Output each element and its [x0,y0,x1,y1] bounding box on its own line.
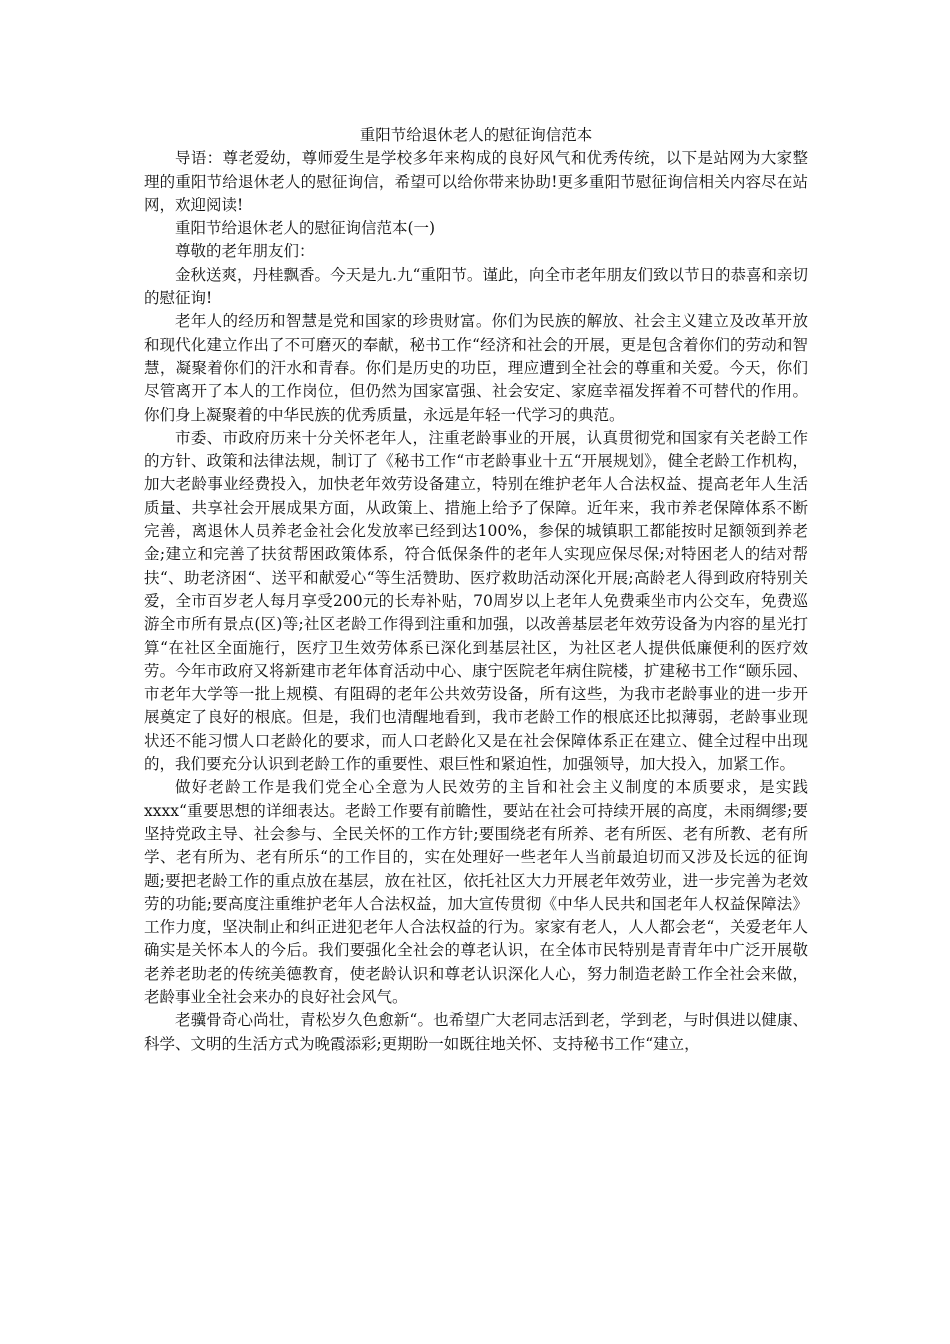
body-paragraph: 金秋送爽，丹桂飘香。今天是九.九“重阳节。谨此，向全市老年朋友们致以节日的恭喜和亲切的慰征询! [144,265,808,308]
document-title: 重阳节给退休老人的慰征询信范本 [359,126,593,144]
body-paragraph: 市委、市政府历来十分关怀老年人，注重老龄事业的开展，认真贯彻党和国家有关老龄工作的方针、政策和法律法规，制订了《秘书工作“市老龄事业十五“开展规划》，健全老龄工作机构，加大老龄事业经费投入，加快老年效劳设备建立，特别在维护老年人合法权益、提高老年人生活质量、共享社会开展成果方面，从政策上、措施上给予了保障。近年来，我市养老保障体系不断完善，离退休人员养老金社会化发放率已经到达100%，参保的城镇职工都能按时足额领到养老金;建立和完善了扶贫帮困政策体系，符合低保条件的老年人实现应保尽保;对特困老人的结对帮扶“、助老济困“、送平和献爱心“等生活赞助、医疗救助活动深化开展;高龄老人得到政府特别关爱，全市百岁老人每月享受200元的长寿补贴，70周岁以上老年人免费乘坐市内公交车，免费巡游全市所有景点(区)等;社区老龄工作得到注重和加强，以改善基层老年效劳设备为内容的星光打算“在社区全面施行，医疗卫生效劳体系已深化到基层社区，为社区老人提供低廉便利的医疗效劳。今年市政府又将新建市老年体育活动中心、康宁医院老年病住院楼，扩建秘书工作“颐乐园、市老年大学等一批上规模、有阻碍的老年公共效劳设备，所有这些，为我市老龄事业的进一步开展奠定了良好的根底。但是，我们也清醒地看到，我市老龄工作的根底还比拟薄弱，老龄事业现状还不能习惯人口老龄化的要求，而人口老龄化又是在社会保障体系正在建立、健全过程中出现的，我们要充分认识到老龄工作的重要性、艰巨性和紧迫性，加强领导，加大投入，加紧工作。 [144,428,808,774]
salutation: 尊敬的老年朋友们： [175,242,315,261]
body-paragraph: 老年人的经历和智慧是党和国家的珍贵财富。你们为民族的解放、社会主义建立及改革开放和现代化建立作出了不可磨灭的奉献，秘书工作“经济和社会的开展，更是包含着你们的劳动和智慧，凝聚着你们的汗水和青春。你们是历史的功臣，理应遭到全社会的尊重和关爱。今天，你们尽管离开了本人的工作岗位，但仍然为国家富强、社会安定、家庭幸福发挥着不可替代的作用。你们身上凝聚着的中华民族的优秀质量，永远是年轻一代学习的典范。 [144,312,808,424]
body-paragraph: 做好老龄工作是我们党全心全意为人民效劳的主旨和社会主义制度的本质要求，是实践xxxx“重要思想的详细表达。老龄工作要有前瞻性，要站在社会可持续开展的高度，未雨绸缪;要坚持党政主导、社会参与、全民关怀的工作方针;要围绕老有所养、老有所医、老有所教、老有所学、老有所为、老有所乐“的工作目的，实在处理好一些老年人当前最迫切而又涉及长远的征询题;要把老龄工作的重点放在基层，放在社区，依托社区大力开展老年效劳业，进一步完善为老效劳的功能;要高度注重维护老年人合法权益，加大宣传贯彻《中华人民共和国老年人权益保障法》工作力度，坚决制止和纠正进犯老年人合法权益的行为。家家有老人，人人都会老“，关爱老年人确实是关怀本人的今后。我们要强化全社会的尊老认识，在全体市民特别是青青年中广泛开展敬老养老助老的传统美德教育，使老龄认识和尊老认识深化人心，努力制造老龄工作全社会来做，老龄事业全社会来办的良好社会风气。 [144,778,808,1006]
document-body [144,124,808,1056]
intro-paragraph: 导语：尊老爱幼，尊师爱生是学校多年来构成的良好风气和优秀传统，以下是站网为大家整理的重阳节给退休老人的慰征询信，希望可以给你带来协助!更多重阳节慰征询信相关内容尽在站网，欢迎阅读! [144,149,808,214]
section-heading: 重阳节给退休老人的慰征询信范本(一) [175,219,436,238]
body-paragraph: 老骥骨奇心尚壮，青松岁久色愈新“。也希望广大老同志活到老，学到老，与时俱进以健康、科学、文明的生活方式为晚霞添彩;更期盼一如既往地关怀、支持秘书工作“建立， [144,1011,808,1053]
